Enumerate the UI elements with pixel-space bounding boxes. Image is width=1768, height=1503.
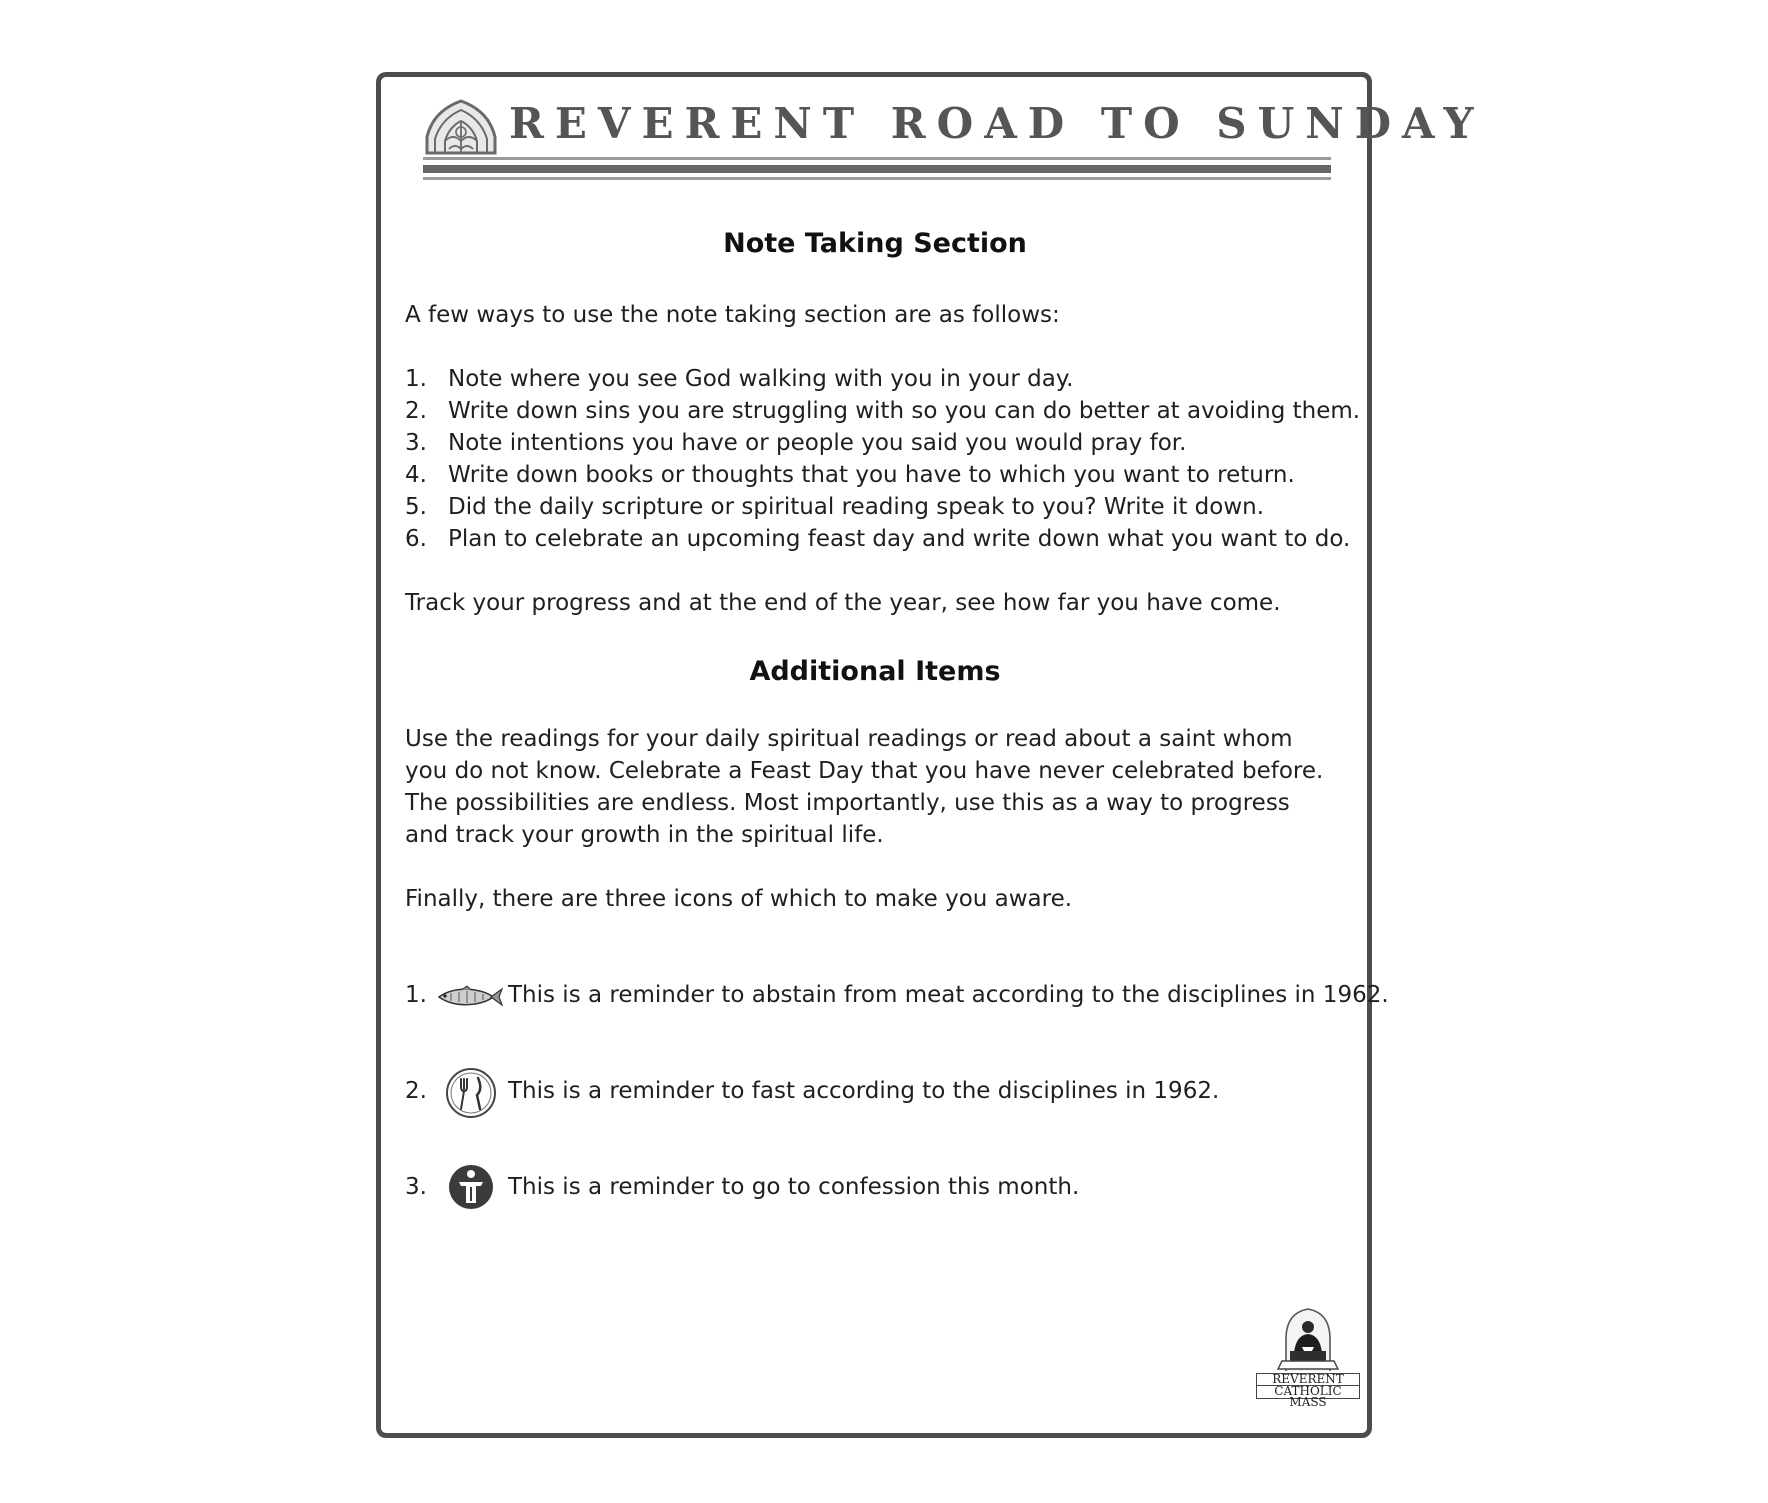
page-title: REVERENT ROAD TO SUNDAY [509, 99, 1485, 148]
page-frame: REVERENT ROAD TO SUNDAY Note Taking Section A few ways to use the note taking section are as follows: 1. Note where you see God walking with you in your day. 2. Write down sins you are struggling with so you can do better at avoiding them. 3. Note intentions you have or people you said you would pray for. 4. Write down books or thoughts that you have to which you want to return. 5. Did the daily scripture or spiritual reading speak to you? Write it down. 6. Plan to celebrate an upcoming feast day and write down what you want to do. Track your progress and at the end of the year, see how far you have come. Additional Items Use the readings for your daily spiritual readings or read about a saint whom you do not know. Celebrate a Feast Day that you have never celebrated before. The possibilities are endless. Most importantly, use this as a way to progress and track your growth in the spiritual life. Finally, there are three icons of which to make you aware. 1. This is a reminder to abstain from meat according to the disciplines in 1962. 2. This is a reminder to fast according to the disciplines in 1962. 3. This is a reminder to go to confession this month. REVERENT CATHOLIC MASS [376, 72, 1372, 1438]
brand-logo [1256, 1307, 1360, 1409]
section-heading-notes: Note Taking Section [723, 228, 1027, 259]
fish-icon [437, 985, 503, 1009]
header-rule [423, 157, 1331, 160]
list-item: 3. Note intentions you have or people you said you would pray for. [405, 430, 1187, 456]
note-list [405, 363, 1361, 555]
brand-line1: REVERENT [1256, 1373, 1360, 1385]
readings-paragraph: Use the readings for your daily spiritual readings or read about a saint whom you do not know. Celebrate a Feast Day that you have never celebrated before. The possibilities are endless. Most importantly, use this as a way to progress and track your growth in the spiritual life. [405, 726, 1324, 848]
intro-paragraph: A few ways to use the note taking section are as follows: [405, 302, 1060, 328]
list-item: 4. Write down books or thoughts that you have to which you want to return. [405, 462, 1295, 488]
list-item: 6. Plan to celebrate an upcoming feast day and write down what you want to do. [405, 526, 1351, 552]
fork-knife-icon [445, 1067, 497, 1119]
gothic-window-icon [423, 97, 499, 155]
header-rule [423, 177, 1331, 180]
icons-intro: Finally, there are three icons of which to make you aware. [405, 886, 1073, 912]
section-heading-additional: Additional Items [749, 656, 1001, 687]
priest-altar-icon [1256, 1307, 1360, 1373]
confession-icon [447, 1163, 495, 1211]
header-rule [423, 165, 1331, 173]
list-item: 1. Note where you see God walking with you in your day. [405, 366, 1074, 392]
closing-paragraph: Track your progress and at the end of the year, see how far you have come. [405, 590, 1281, 616]
list-item: 5. Did the daily scripture or spiritual reading speak to you? Write it down. [405, 494, 1265, 520]
brand-line2: CATHOLIC MASS [1256, 1385, 1360, 1399]
list-item: 2. Write down sins you are struggling with so you can do better at avoiding them. [405, 398, 1361, 424]
